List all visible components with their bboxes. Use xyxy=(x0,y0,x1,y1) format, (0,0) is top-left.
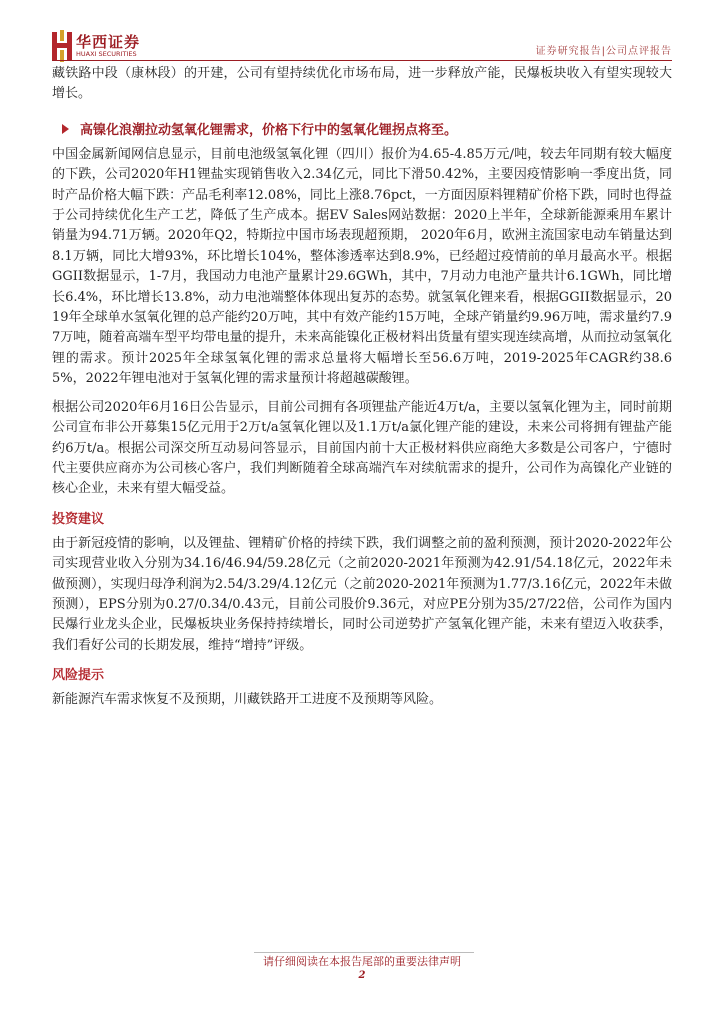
investment-advice-paragraph: 由于新冠疫情的影响，以及锂盐、锂精矿价格的持续下跌，我们调整之前的盈利预测，预计2020-2022年公司实现营业收入分别为34.16/46.94/59.28亿元（之前2020-2021年预测为42.91/54.18亿元，2022年未做预测），实现归母净利润为2.54/3.29/4.12亿元（之前2020-2021年预测为1.77/3.16亿元，2022年未做预测），EPS分别为0.27/0.34/0.43元，目前公司股价9.36元，对应PE分别为35/27/22倍，公司作为国内民爆行业龙头企业，民爆板块业务保持持续增长，同时公司逆势扩产氢氧化锂产能，未来有望迈入收获季，我们看好公司的长期发展，维持“增持”评级。 xyxy=(52,535,672,653)
logo-english-name: HUAXI SECURITIES xyxy=(76,50,137,58)
risk-paragraph: 新能源汽车需求恢复不及预期，川藏铁路开工进度不及预期等风险。 xyxy=(52,692,443,708)
header-divider xyxy=(52,60,672,61)
lithium-analysis-paragraph: 中国金属新闻网信息显示，目前电池级氢氧化锂（四川）报价为4.65-4.85万元/吨，较去年同期有较大幅度的下跌，公司2020年H1锂盐实现销售收入2.34亿元，同比下滑50.42%，主要因疫情影响一季度出货，同时产品价格大幅下跌：产品毛利率12.08%，同比上涨8.76pct，一方面因原料锂精矿价格下跌，同时也得益于公司持续优化生产工艺，降低了生产成本。据EV Sales网站数据：2020上半年，全球新能源乘用车累计销量为94.71万辆。2020年Q2，特斯拉中国市场表现超预期， 2020年6月，欧洲主流国家电动车销量达到8.1万辆，同比大增93%，环比增长104%，整体渗透率达到8.9%，已经超过疫情前的单月最高水平。根据GGII数据显示，1-7月，我国动力电池产量累计29.6GWh，其中，7月动力电池产量共计6.1GWh，同比增长6.4%，环比增长13.8%，动力电池端整体体现出复苏的态势。就氢氧化锂来看，根据GGII数据显示，2019年全球单水氢氧化锂的总产能约20万吨，其中有效产能约15万吨，全球产销量约9.96万吨，需求量约7.97万吨，随着高端车型平均带电量的提升，未来高能镍化正极材料出货量有望实现连续高增，从而拉动氢氧化锂的需求。预计2025年全球氢氧化锂的需求总量将大幅增长至56.6万吨，2019-2025年CAGR约38.65%，2022年锂电池对于氢氧化锂的需求量预计将超越碳酸锂。 xyxy=(52,146,672,387)
intro-paragraph: 藏铁路中段（康林段）的开建，公司有望持续优化市场布局，进一步释放产能，民爆板块收入有望实现较大增长。 xyxy=(52,66,672,102)
capacity-paragraph: 根据公司2020年6月16日公告显示，目前公司拥有各项锂盐产能近4万t/a，主要以氢氧化锂为主，同时前期公司宣布非公开募集15亿元用于2万t/a氢氧化锂以及1.1万t/a氯化锂产能的建设，未来公司将拥有锂盐产能约6万t/a。根据公司深交所互动易问答显示，目前国内前十大正极材料供应商绝大多数是公司客户，宁德时代主要供应商亦为公司核心客户，我们判断随着全球高端汽车对续航需求的提升，公司作为高镍化产业链的核心企业，未来有望大幅受益。 xyxy=(52,399,672,497)
report-type: 证券研究报告|公司点评报告 xyxy=(535,46,672,57)
report-body xyxy=(52,64,672,711)
page-header xyxy=(0,0,724,64)
triangle-bullet-icon xyxy=(62,124,69,134)
risk-title: 风险提示 xyxy=(52,668,105,684)
section-heading xyxy=(52,119,672,141)
investment-advice-title: 投资建议 xyxy=(52,511,105,527)
section-heading-text: 高镍化浪潮拉动氢氧化锂需求，价格下行中的氢氧化锂拐点将至。 xyxy=(80,122,458,138)
logo-mark-icon xyxy=(52,30,72,62)
legal-notice: 请仔细阅读在本报告尾部的重要法律声明 xyxy=(263,955,461,968)
page-number: 2 xyxy=(358,970,366,981)
company-logo xyxy=(52,30,212,62)
logo-chinese-name: 华西证券 xyxy=(76,33,141,51)
